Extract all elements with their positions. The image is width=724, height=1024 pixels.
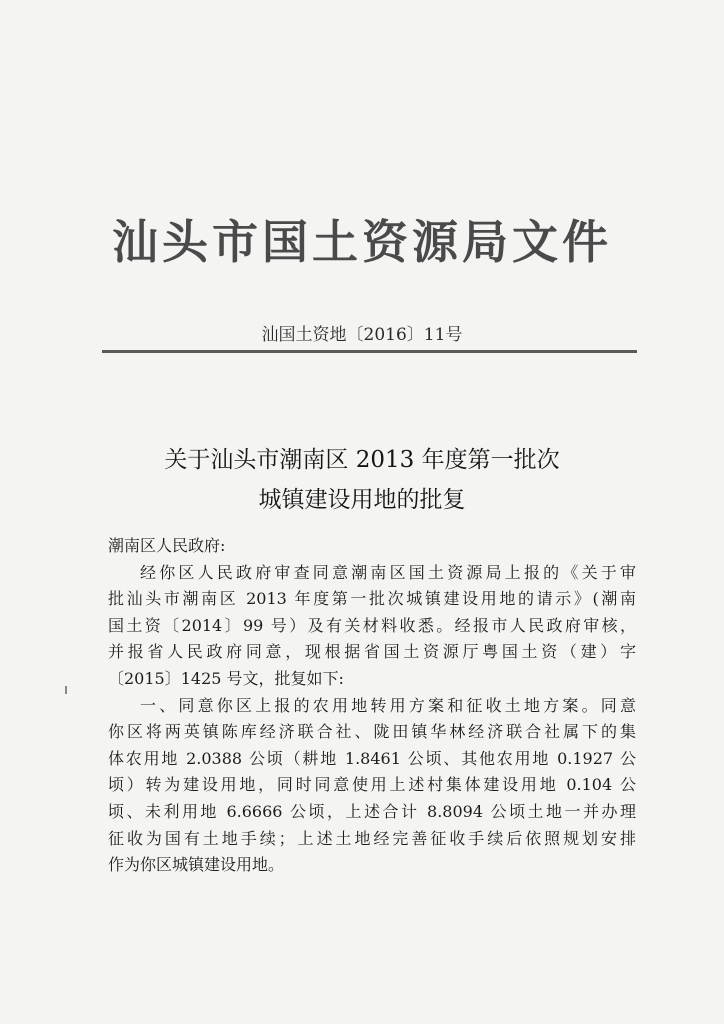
subject-line-2: 城镇建设用地的批复 <box>258 487 466 513</box>
issuer-header-title: 汕头市国土资源局文件 <box>112 215 612 269</box>
body-line: 你区将两英镇陈库经济联合社、陇田镇华林经济联合社属下的集 <box>108 722 636 742</box>
body-line: 批汕头市潮南区 2013 年度第一批次城镇建设用地的请示》(潮南 <box>108 589 636 609</box>
body-line: 并报省人民政府同意，现根据省国土资源厅粤国土资（建）字 <box>108 642 636 662</box>
scan-margin-mark <box>65 686 67 694</box>
body-line: 〔2015〕1425 号文，批复如下: <box>108 668 344 688</box>
body-line: 经你区人民政府审查同意潮南区国土资源局上报的《关于审 <box>140 562 636 582</box>
body-line: 国土资〔2014〕99 号）及有关材料收悉。经报市人民政府审核， <box>108 615 636 635</box>
document-number: 汕国土资地〔2016〕11号 <box>261 325 463 345</box>
header-divider-rule <box>102 350 637 353</box>
body-line: 征收为国有土地手续；上述土地经完善征收手续后依照规划安排 <box>108 828 636 848</box>
addressee: 潮南区人民政府: <box>108 536 226 555</box>
document-body <box>108 533 636 879</box>
body-line: 顷）转为建设用地，同时同意使用上述村集体建设用地 0.104 公 <box>108 775 636 795</box>
subject-line-1: 关于汕头市潮南区 2013 年度第一批次 <box>164 447 560 473</box>
body-line: 作为你区城镇建设用地。 <box>108 855 285 875</box>
document-subject <box>0 440 724 520</box>
body-line: 顷、未利用地 6.6666 公顷，上述合计 8.8094 公顷土地一并办理 <box>108 801 636 821</box>
body-line: 一、同意你区上报的农用地转用方案和征收土地方案。同意 <box>140 695 636 715</box>
body-line: 体农用地 2.0388 公顷（耕地 1.8461 公顷、其他农用地 0.1927 公 <box>108 748 636 768</box>
